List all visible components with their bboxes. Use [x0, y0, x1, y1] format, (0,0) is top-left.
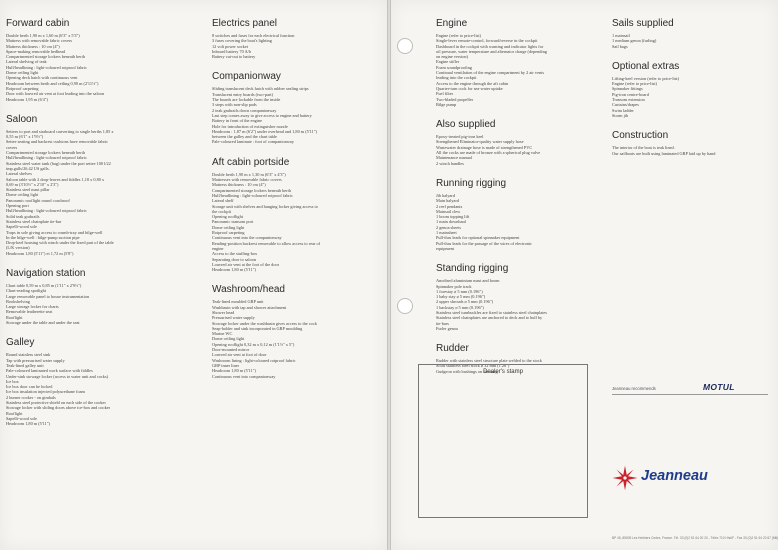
spec-item: Bookshelving	[6, 298, 30, 304]
spec-item: Solid teak grabrails	[6, 213, 40, 219]
spec-item: Door-mounted mirror	[212, 347, 250, 353]
section-running-rigging	[436, 178, 606, 251]
spec-item: 1 medium genoa (furling)	[612, 38, 657, 44]
spec-item: Round stainless steel sink	[6, 352, 51, 358]
spec-item: (L/K version)	[6, 245, 30, 251]
spec-item: Panoramic rooflight round coachroof	[6, 197, 70, 203]
spec-item: Stainless steel turnbuckles are fixed to stainless steel chainplates	[436, 309, 547, 315]
spec-item: Stainless steel water tank (bag) under the port settee 100 l/22	[6, 160, 111, 166]
jeanneau-star-icon	[612, 465, 638, 491]
spec-item: Headroom 1,80 m (5'11")	[212, 368, 256, 374]
spec-item: Last step comes away to give access to engine and battery	[212, 112, 312, 118]
spec-item: 1 mainsheet	[436, 230, 457, 236]
spec-list	[612, 76, 772, 118]
section-heading: Optional extras	[612, 60, 680, 72]
spec-item: Gudgeon with bushings on the skeg	[436, 368, 498, 374]
spec-item: Chart-reading spotlight	[6, 288, 46, 294]
recommends-text: Jeanneau recommends	[612, 386, 656, 391]
spec-item: Shower head	[212, 309, 235, 315]
spec-item: Pig-iron centre-board	[612, 91, 649, 97]
spec-item: Stowage under the table and under the seat	[6, 320, 80, 326]
spec-item: Settees to port and starboard converting to single berths 1,85 x	[6, 128, 114, 134]
spec-item: engine	[212, 245, 224, 251]
jeanneau-brand-name: Jeanneau	[641, 468, 708, 484]
spec-list	[6, 33, 191, 102]
spec-item: Spinnaker fittings	[612, 86, 643, 92]
spec-item: All the cocks are made of bronze with a spherical plug valve	[436, 150, 541, 156]
spec-list	[436, 193, 606, 251]
spec-item: Headroom 1,80 m (5'11")	[6, 421, 50, 427]
spec-item: Ice box insulation injected polyurethane foam	[6, 389, 85, 395]
section-also-supplied	[436, 119, 606, 166]
spec-item: Compartmented storage lockers beneath berth	[212, 187, 291, 193]
spec-item: Opening rooflight 0,32 m x 0,12 m (1'1½" x 5")	[212, 341, 295, 347]
section-aft-cabin-portside	[212, 157, 382, 273]
section-heading: Sails supplied	[612, 18, 674, 29]
spec-item: Rotproof carpeting	[6, 85, 39, 91]
spec-item: Pressurised water supply	[212, 315, 255, 321]
spec-item: Lateral shelf	[212, 198, 234, 204]
spec-item: between the galley and the chart table	[212, 134, 277, 140]
spec-item: Sapelli-wood sole	[6, 415, 37, 421]
spec-item: Separating door to saloon	[212, 256, 257, 262]
section-heading: Aft cabin portside	[212, 156, 290, 168]
spec-item: Inboard battery 70 A/h	[212, 48, 252, 54]
spec-item: Headroom 1,95 m (6'4")	[6, 96, 48, 102]
spec-item: imp.galls/26.42 US galls.	[6, 165, 50, 171]
recommends-divider	[612, 394, 768, 395]
section-heading: Washroom/head	[212, 284, 285, 296]
spec-item: Fuel filter	[436, 91, 454, 97]
spec-item: Rooflight	[6, 314, 23, 320]
binder-hole-top	[397, 38, 413, 54]
section-washroom-head	[212, 284, 382, 378]
spec-item: Maintenance manual	[436, 155, 472, 161]
spec-item: 2 upper shrouds ø 5 mm (0.196")	[436, 299, 494, 305]
spec-item: Stainless steel chainplate tie-bar	[6, 218, 62, 224]
section-heading: Saloon	[6, 113, 38, 125]
section-companionway	[212, 71, 382, 144]
spec-item: Engine (refer to price-list)	[612, 81, 657, 87]
spec-item: covers	[6, 144, 18, 150]
spec-item: Single-lever remote-control, forward/reverse in the cockpit	[436, 38, 538, 44]
dealer-stamp-box	[418, 364, 588, 518]
spec-item: Seap-holder and sink incorporated in GRP moulding	[212, 325, 303, 331]
spec-item: Ice box door can be locked	[6, 384, 53, 390]
spec-item: Washroom lining : light-coloured rotproof fabric	[212, 357, 296, 363]
spec-item: Dome ceiling light	[212, 336, 245, 342]
spec-item: Storage unit with shelves and hanging locker giving access to	[212, 203, 318, 209]
spec-item: Louvred air vent at the foot of the door	[212, 261, 280, 267]
spec-item: 2 reef pendants	[436, 203, 463, 209]
spec-item: Hull/headlining : light-coloured rotproof fabric	[6, 155, 87, 161]
spec-item: 1 main downhaul	[436, 219, 466, 225]
spec-item: 8 switches and fuses for each electrical function	[212, 33, 295, 38]
spec-list	[212, 172, 382, 273]
spec-item: Chart table 0,59 m x 0,85 m (1'11" x 2'9½")	[6, 282, 82, 288]
spec-item: Continuous vent into companionway	[212, 373, 276, 379]
spec-list	[6, 283, 191, 325]
spec-item: Mattress thickness : 10 cm (4")	[6, 43, 60, 49]
spec-item: The boards are lockable from the inside	[212, 97, 281, 103]
spec-item: Battery cut-out to battery	[212, 54, 256, 60]
spec-item: Teak-lined galley unit	[6, 362, 44, 368]
spec-item: Large storage locker for charts	[6, 304, 59, 310]
spec-item: oil pressure, water temperature and alternator charge (depending	[436, 48, 547, 54]
spec-list	[436, 33, 606, 107]
spec-item: Solid stainless steel stock ø 32 mm (1.26")	[436, 363, 510, 369]
spec-item: Bilge pump	[436, 101, 457, 107]
spec-item: Washbasin with tap and shower attachment	[212, 304, 287, 310]
left-page	[0, 0, 387, 550]
spec-item: Opening rooflight	[212, 214, 243, 220]
section-forward-cabin	[6, 18, 191, 102]
section-heading: Galley	[6, 337, 35, 349]
spec-item: Quarter-turn cock for sea-water uptake	[436, 85, 503, 91]
spec-item: 1 baby stay ø 5 mm (0.196")	[436, 294, 486, 300]
section-heading: Companionway	[212, 71, 281, 83]
spec-item: Wastewater drainage hose is made of strengthened PVC	[436, 144, 533, 150]
spec-item: Settee seating and backrest cushions have removable fabric	[6, 139, 109, 145]
spec-item: Opening deck hatch with continuous vent	[6, 75, 78, 81]
spec-item: 2 teak grabrails down companionway	[212, 107, 277, 113]
spec-item: Curtains/drapes	[612, 102, 639, 108]
spec-item: Jib halyard	[436, 192, 455, 198]
section-heading: Running rigging	[436, 177, 507, 189]
spec-item: Battery in front of the engine	[212, 118, 262, 124]
spec-item: GRP inner liner	[212, 362, 240, 368]
spec-item: Translucent entry boards (two-part)	[212, 91, 274, 97]
section-heading: Also supplied	[436, 119, 496, 131]
spec-item: Tap with pressurised water supply	[6, 357, 65, 363]
spec-item: Hole for introduction of extinguisher nozzle	[212, 123, 288, 129]
spec-item: Door with louvred air vent at foot leading into the saloon	[6, 91, 105, 97]
spec-item: Pull-thru leads for optional spinnaker equipment	[436, 235, 520, 241]
spec-item: Headroom between berth and ceiling 0,90 m (2'11½")	[6, 80, 99, 86]
spec-item: Mattresses with removable fabric covers	[212, 177, 282, 183]
spec-item: Strengthened Eliminator-quality water supply hose	[436, 139, 524, 145]
section-heading: Forward cabin	[6, 18, 70, 29]
spec-list	[212, 33, 382, 59]
spec-item: Continual ventilation of the engine compartment by 2 air vents	[436, 70, 544, 76]
spec-item: Double berth 1,90 m x 1,60 m (6'3" x 5'3")	[6, 33, 80, 38]
spec-item: Swim ladder	[612, 107, 634, 113]
spec-item: Engine stifler	[436, 59, 460, 65]
spec-item: Furler genoa	[436, 325, 458, 331]
section-heading: Navigation station	[6, 267, 86, 279]
spec-item: Rudder with stainless steel structure plate welded to the stock	[436, 358, 542, 364]
spec-item: Dome ceiling light	[6, 192, 39, 198]
spec-item: 0,69 m (3'10½" x 2'10" x 2'3")	[6, 181, 59, 187]
binder-hole-bottom	[397, 298, 413, 314]
spec-item: Compartmented storage lockers beneath berth	[6, 54, 85, 60]
spec-item: Louvred air vent at foot of door	[212, 352, 267, 358]
spec-item: Epoxy-treated pig-iron keel	[436, 134, 484, 140]
spec-item: Sliding translucent deck hatch with rubber sealing strips	[212, 86, 309, 92]
spec-item: Access to the stuffing-box	[212, 251, 258, 257]
spec-item: Access to the engine through the aft cabin	[436, 80, 509, 86]
spec-list	[436, 134, 606, 166]
spec-item: 1 forestay ø 5 mm (0.196")	[436, 288, 483, 294]
spec-list	[436, 278, 606, 331]
spec-item: 3 fuses covering the boat's lighting	[212, 38, 272, 44]
spec-item: Dome ceiling light	[212, 224, 245, 230]
spec-item: 1 mainsail	[612, 33, 630, 38]
spec-item: The interior of the boat is teak lined.	[612, 145, 675, 151]
spec-item: 2 winch handles	[436, 160, 464, 166]
spec-list	[612, 33, 772, 49]
spec-item: Rooflight	[6, 410, 23, 416]
spec-item: Traps in sole giving access to crumb-tray and bilge-well	[6, 229, 103, 235]
spec-item: tie-bars	[436, 320, 449, 326]
spec-item: Hull/headlining : light-coloured rotproof fabric	[212, 192, 293, 198]
spec-item: Mattress with removable fabric covers	[6, 38, 73, 44]
spec-list	[612, 145, 772, 156]
spec-item: leading into the cockpit	[436, 75, 477, 81]
spec-item: Stowage locker with sliding doors above ice-box and cooker	[6, 405, 111, 411]
spec-item: 2 genoa sheets	[436, 224, 462, 230]
spec-item: Dashboard in the cockpit with warning and indicator lights for	[436, 43, 544, 49]
spec-item: Panoramic transom port	[212, 219, 254, 225]
spec-item: 1 boom topping lift	[436, 214, 470, 220]
spec-item: Stowage locker under the washbasin gives access to the cock	[212, 320, 317, 326]
spec-item: Transom extension	[612, 97, 645, 103]
right-column-2	[612, 18, 772, 168]
spec-item: Reading-position backrest removable to allow access to rear of	[212, 240, 321, 246]
section-heading: Construction	[612, 130, 669, 142]
spec-item: Removable leatherette seat	[6, 309, 53, 315]
spec-item: Pull-thru leads for the passage of the wires of electronic	[436, 240, 533, 246]
section-construction	[612, 130, 772, 156]
spec-item: 0,55 m (6'1" x 1'9½")	[6, 134, 44, 140]
spec-item: Large removable panel to house instrumentation	[6, 293, 90, 299]
spec-item: Lifting-keel version (refer to price-list)	[612, 75, 680, 81]
section-heading: Rudder	[436, 343, 469, 355]
spec-item: Lateral shelving of teak	[6, 59, 47, 65]
spec-item: Marine WC	[212, 331, 233, 337]
spec-item: Sail bags	[612, 43, 628, 49]
spec-item: Sapelli-wood sole	[6, 224, 37, 230]
spec-list	[6, 352, 191, 426]
section-galley	[6, 337, 191, 426]
spec-item: Saloon table with 2 drop-leaves and fiddles 1,18 x 0,80 x	[6, 176, 105, 182]
spec-item: Foam soundproofing	[436, 64, 472, 70]
spec-item: Compartmented storage lockers beneath berth	[6, 150, 85, 156]
section-sails-supplied	[612, 18, 772, 49]
spec-item: Stainless steel mast pillar	[6, 187, 50, 193]
spec-item: Headroom : 1,87 m (6'2") under overhead and 1,80 m (5'11")	[212, 128, 317, 134]
spec-item: Our sailboats are built using laminated GRP laid up by hand	[612, 150, 716, 156]
section-engine	[436, 18, 606, 107]
spec-item: Opening port	[6, 203, 29, 209]
section-heading: Standing rigging	[436, 263, 509, 275]
spec-item: Pale-coloured laminated work surface with fiddles	[6, 368, 93, 374]
spec-item: Headroom 1,80 (5'11") et 1,72 m (5'8")	[6, 250, 74, 256]
spec-item: equipment	[436, 245, 455, 251]
footer-address: BP 45, 85505 Les Herbiers Cedex, France. Tél. 33 (0)2 51 64 20 20 - Téléx 710 Hhd/F - Fax 33 (0)2 51 64 20 67 (Mtl)	[612, 536, 778, 540]
spec-list	[212, 86, 382, 144]
spec-item: Hull/headlining : light-coloured rotproof fabric	[6, 208, 87, 214]
spec-item: 1 backstay ø 5 mm (0.196")	[436, 304, 484, 310]
motul-logo: MOTUL	[703, 382, 735, 392]
spec-item: Ice box	[6, 378, 19, 384]
right-column-1	[436, 18, 606, 386]
spec-item: Headroom 1,80 m (5'11")	[212, 267, 256, 273]
spec-item: Anodised aluminium mast and boom	[436, 278, 500, 284]
spec-item: Mattress thickness : 10 cm (4")	[212, 182, 266, 188]
spec-item: Main halyard	[436, 198, 460, 204]
spec-item: 3 steps with non-slip pads	[212, 102, 257, 108]
spec-item: Mainsail clew	[436, 208, 461, 214]
spec-item: Dome ceiling light	[6, 70, 39, 76]
spec-list	[212, 299, 382, 378]
section-electrics-panel	[212, 18, 382, 59]
spec-item: In the bilge-well : bilge-pump suction pipe	[6, 234, 80, 240]
spec-item: Hull/headlining : light-coloured rotproof fabric	[6, 64, 87, 70]
left-column-1	[6, 18, 191, 439]
spec-item: 2 burner cooker - on gimbals	[6, 394, 56, 400]
spec-item: Two-bladed propeller	[436, 96, 474, 102]
spec-item: Spinnaker pole track	[436, 283, 472, 289]
spec-item: on engine version)	[436, 54, 468, 60]
spec-item: Teak-lined moulded GRP unit	[212, 299, 264, 305]
section-navigation-station	[6, 268, 191, 325]
left-column-2	[212, 18, 382, 391]
section-optional-extras	[612, 61, 772, 118]
section-saloon	[6, 114, 191, 256]
spec-item: Rotproof carpeting	[212, 230, 245, 236]
spec-item: Space-making removable bedhead	[6, 48, 66, 54]
spec-item: Drop-keel housing with winch under the fixed part of the table	[6, 240, 114, 246]
spec-item: the cockpit	[212, 208, 231, 214]
section-heading: Electrics panel	[212, 18, 278, 29]
spec-item: Stainless steel chainplates are anchored to deck and to hull by	[436, 315, 543, 321]
section-heading: Engine	[436, 18, 468, 29]
spec-item: Storm jib	[612, 112, 629, 118]
spec-item: Double berth 1,90 m x 1,30 m (6'3" x 4'3")	[212, 171, 286, 177]
spec-item: Pale-coloured laminate : foot of companionway	[212, 139, 294, 145]
spec-list	[6, 129, 191, 256]
dealer-stamp-label: Dealer's stamp	[483, 369, 523, 375]
spec-item: 12 volt power socket	[212, 43, 248, 49]
section-standing-rigging	[436, 263, 606, 331]
spec-item: Stainless steel protective shield on each side of the cooker	[6, 400, 106, 406]
spec-item: Lateral shelves	[6, 171, 32, 177]
spec-item: Continuous vent into the companionway	[212, 235, 282, 241]
spec-item: Engine (refer to price-list)	[436, 33, 481, 38]
spec-item: Under-sink stowage locker (access to water unit and cocks)	[6, 373, 109, 379]
